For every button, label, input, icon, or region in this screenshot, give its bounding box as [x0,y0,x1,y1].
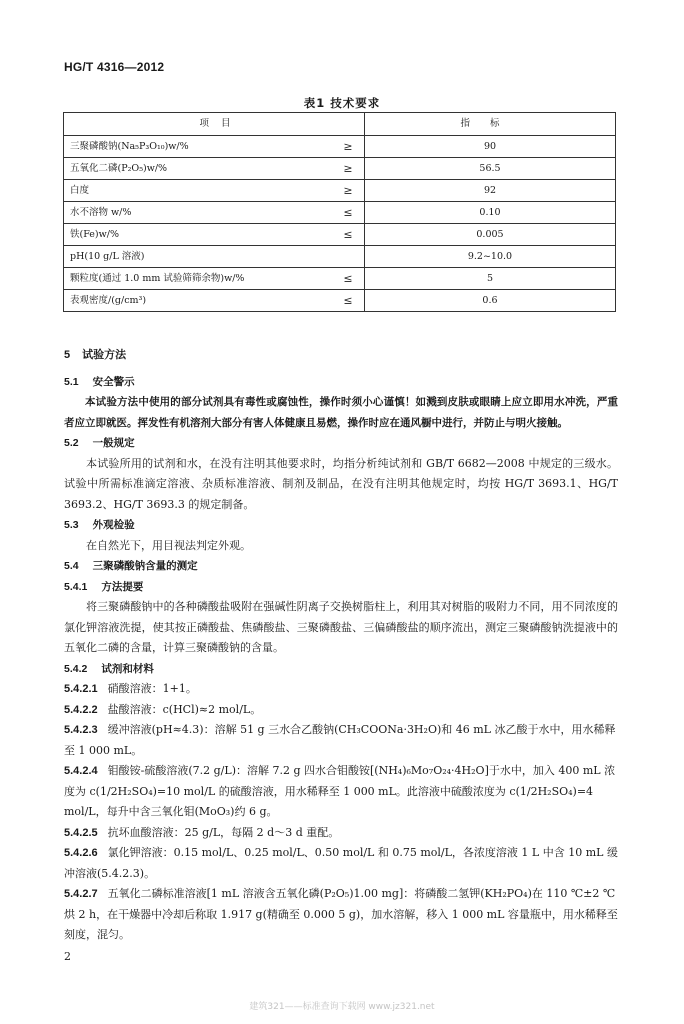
safety-warning-text: 本试验方法中使用的部分试剂具有毒性或腐蚀性，操作时须小心谨慎！如溅到皮肤或眼睛上应立即用水冲洗，严重者应立即就医。挥发性有机溶剂大部分有害人体健康且易燃，操作时应在通风橱中进行，并防止与明火接触。 [64,396,618,429]
section-heading-5-1 [64,372,618,393]
section-title: 三聚磷酸钠含量的测定 [92,560,198,572]
row-operator: ≥ [332,158,364,180]
section-number: 5.1 [64,375,79,388]
table-row [64,224,616,246]
row-operator: ≤ [332,224,364,246]
row-item: 颗粒度(通过 1.0 mm 试验筛筛余物)w/% [64,268,333,290]
reagent-item [64,700,618,721]
table-row [64,180,616,202]
row-item: 铁(Fe)w/% [64,224,333,246]
section-title: 试验方法 [82,348,127,361]
row-value: 0.10 [364,202,615,224]
row-value: 92 [364,180,615,202]
reagent-item [64,823,618,844]
row-value: 90 [364,136,615,158]
section-heading-5-3 [64,515,618,536]
section-heading-5-4-1 [64,577,618,598]
section-heading-5-4 [64,556,618,577]
reagent-item [64,679,618,700]
method-summary-text: 将三聚磷酸钠中的各种磷酸盐吸附在强碱性阴离子交换树脂柱上，利用其对树脂的吸附力不同，用不同浓度的氯化钾溶液洗提，使其按正磷酸盐、焦磷酸盐、三聚磷酸盐、三偏磷酸盐的顺序流出，测定三聚磷酸钠洗提液中的五氧化二磷的含量，计算三聚磷酸钠的含量。 [64,600,618,654]
row-operator: ≥ [332,136,364,158]
section-title: 安全警示 [92,375,135,388]
table-row [64,246,616,268]
section-title: 试剂和材料 [101,662,154,675]
reagent-item [64,720,618,761]
section-number: 5.3 [64,519,79,531]
section-title: 外观检验 [92,519,135,531]
row-item: 白度 [64,180,333,202]
table-row [64,136,616,158]
section-number: 5.4.2 [64,662,88,675]
section-number: 5.4.1 [64,580,88,593]
item-number: 5.4.2.3 [64,724,98,736]
general-rules-text: 本试验所用的试剂和水，在没有注明其他要求时，均指分析纯试剂和 GB/T 6682—2008 中规定的三级水。试验中所需标准滴定溶液、杂质标准溶液、制剂及制品，在没有注明其他规定时，均按 HG/T 3693.1、HG/T 3693.2、HG/T 3693.3 的规定制备。 [64,456,618,511]
item-text: 氯化钾溶液：0.15 mol/L、0.25 mol/L、0.50 mol/L 和 0.75 mol/L，各浓度溶液 1 L 中含 10 mL 缓冲溶液(5.4.2.3)。 [64,846,618,880]
item-number: 5.4.2.7 [64,888,98,900]
item-text: 缓冲溶液(pH≈4.3)：溶解 51 g 三水合乙酸钠(CH₃COONa·3H₂O)和 46 mL 冰乙酸于水中，用水稀释至 1 000 mL。 [64,723,616,757]
table-row [64,268,616,290]
table-row [64,158,616,180]
reagent-item [64,884,618,946]
column-header-item: 项目 [64,113,365,136]
row-operator: ≤ [332,290,364,312]
column-header-value: 指标 [364,113,615,136]
section-title: 方法提要 [101,580,144,593]
row-value: 5 [364,268,615,290]
row-operator [332,246,364,268]
row-operator: ≥ [332,180,364,202]
section-number: 5 [64,349,71,361]
row-operator: ≤ [332,202,364,224]
item-number: 5.4.2.5 [64,826,98,839]
item-number: 5.4.2.1 [64,683,98,695]
standard-number: HG/T 4316—2012 [64,60,165,74]
row-item: 水不溶物 w/% [64,202,333,224]
reagent-item [64,761,618,823]
section-heading-5-2 [64,433,618,454]
row-item: 三聚磷酸钠(Na₅P₃O₁₀)w/% [64,136,333,158]
item-text: 抗坏血酸溶液：25 g/L，每隔 2 d～3 d 重配。 [107,825,340,839]
section-title: 一般规定 [92,437,135,449]
document-body [64,345,618,946]
appearance-test-text: 在自然光下，用目视法判定外观。 [86,538,251,552]
row-item: pH(10 g/L 溶液) [64,246,333,268]
item-number: 5.4.2.2 [64,703,98,716]
table-row [64,290,616,312]
row-value: 0.005 [364,224,615,246]
row-item: 五氧化二磷(P₂O₅)w/% [64,158,333,180]
item-text: 硝酸溶液：1+1。 [107,682,197,695]
item-number: 5.4.2.4 [64,765,98,777]
item-number: 5.4.2.6 [64,847,98,859]
row-value: 0.6 [364,290,615,312]
table-title: 表1 技术要求 [303,96,381,110]
row-operator: ≤ [332,268,364,290]
table-row [64,202,616,224]
watermark: 建筑321——标准查询下载网 www.jz321.net [249,1002,435,1012]
item-text: 五氧化二磷标准溶液[1 mL 溶液含五氧化磷(P₂O₅)1.00 mg]：将磷酸二氢钾(KH₂PO₄)在 110 ℃±2 ℃烘 2 h，在干燥器中冷却后称取 1.917 g(精确至 0.000 5 g)，加水溶解，移入 1 000 mL 容量瓶中，用水稀释至刻度，混匀。 [64,887,618,941]
table-header-row [64,113,616,136]
reagent-item [64,843,618,884]
section-heading-5 [64,345,618,366]
item-text: 钼酸铵-硫酸溶液(7.2 g/L)：溶解 7.2 g 四水合钼酸铵[(NH₄)₆Mo₇O₂₄·4H₂O]于水中，加入 400 mL 浓度为 c(1/2H₂SO₄)=10 mol/L 的硫酸溶液，用水稀释至 1 000 mL。此溶液中硫酸浓度为 c(1/2H₂SO₄)=4 mol/L，每升中含三氧化钼(MoO₃)约 6 g。 [64,764,616,818]
section-number: 5.4 [64,560,79,572]
row-item: 表观密度/(g/cm³) [64,290,333,312]
row-value: 9.2~10.0 [364,246,615,268]
row-value: 56.5 [364,158,615,180]
item-text: 盐酸溶液：c(HCl)≈2 mol/L。 [107,702,262,716]
page-number: 2 [64,950,71,963]
section-number: 5.2 [64,437,79,449]
section-heading-5-4-2 [64,659,618,680]
technical-requirements-table [63,112,616,312]
